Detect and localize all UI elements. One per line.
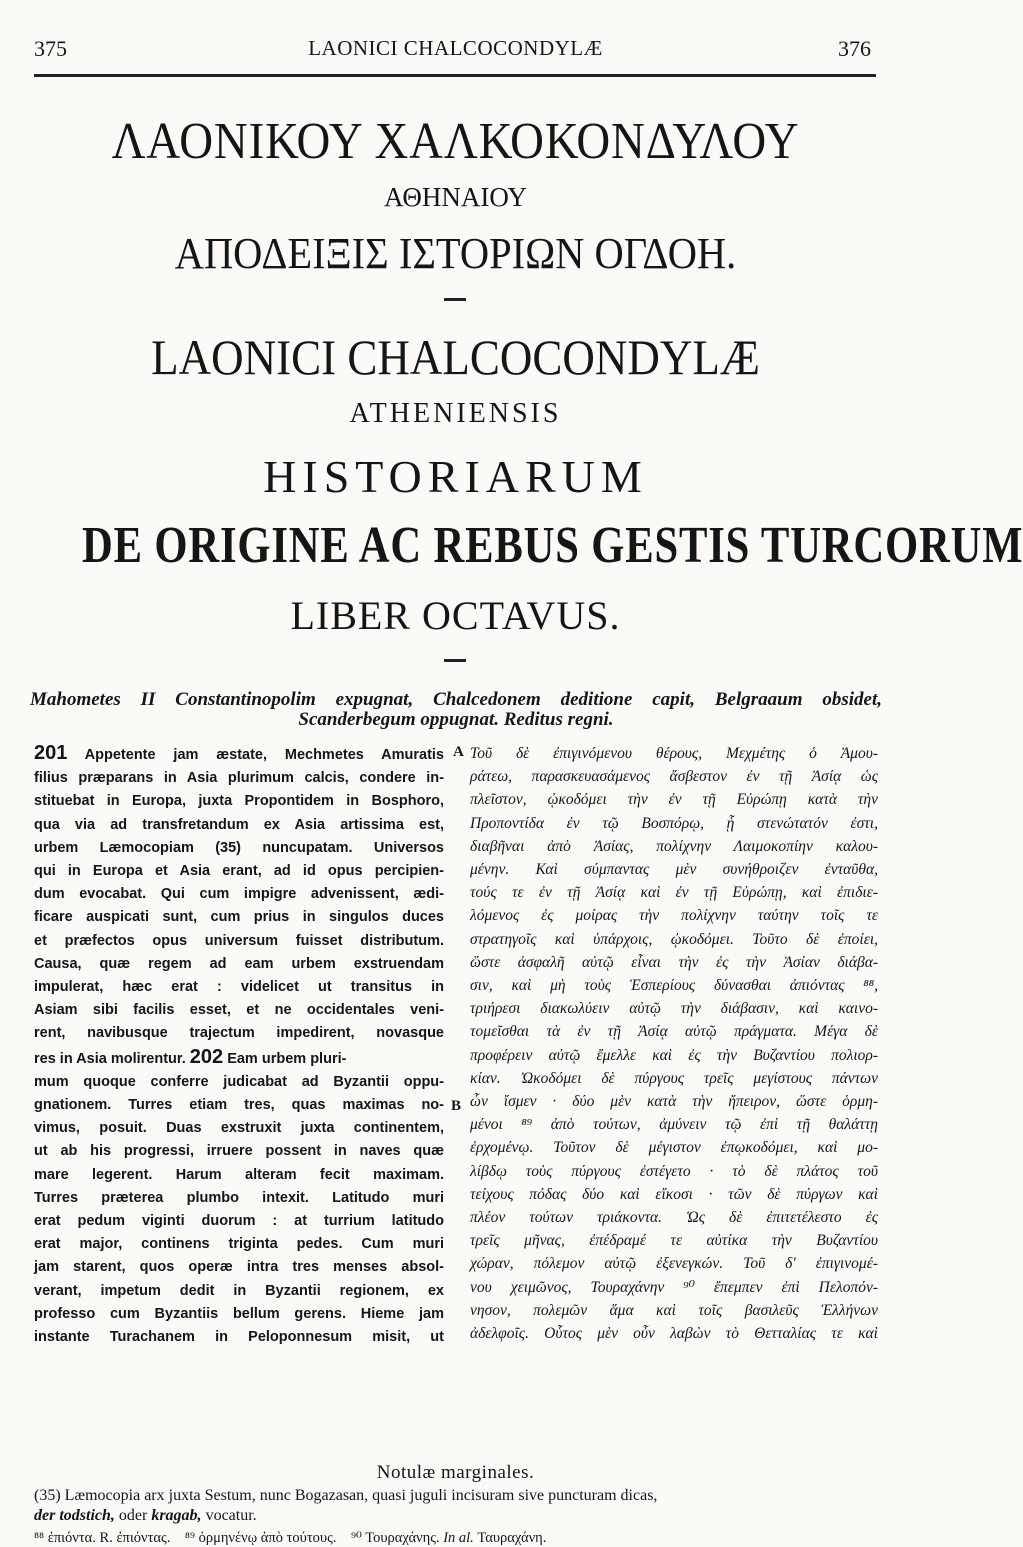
separator-dash xyxy=(444,298,466,301)
latin-subject-heading: DE ORIGINE AC REBUS GESTIS TURCORUM xyxy=(81,517,1023,574)
latin-line: filius præparans in Asia plurimum calcis, condere in- xyxy=(34,770,444,787)
greek-line: στρατηγοῖς καὶ ὑπάρχοις, ᾠκοδόμει. Τοῦτο δὲ ἐποίει, xyxy=(470,930,878,948)
latin-line: instante Turachanem in Peloponnesum misit, ut xyxy=(34,1329,444,1346)
greek-line: πλεῖστον, ᾠκοδόμει τὴν ἐν τῇ Εὐρώπῃ κατὰ τὴν xyxy=(470,791,878,809)
summary-line: Scanderbegum oppugnat. Reditus regni. xyxy=(298,709,614,730)
chapter-summary xyxy=(30,690,882,730)
greek-line: τρεῖς μῆνας, ἐπέδραμέ τε αὐτίκα τὴν Βυζαντίου xyxy=(470,1232,878,1250)
paragraph-number: 201 xyxy=(34,742,68,764)
latin-line: qui in Europa et Asia erant, ad id opus percipien- xyxy=(34,863,444,880)
greek-line: τείχους πόδας δύο καὶ εἴκοσι · τῶν δὲ πύργων καὶ xyxy=(470,1185,878,1203)
greek-author-heading: ΛΑΟΝΙΚΟΥ ΧΑΛΚΟΚΟΝΔΥΛΟΥ xyxy=(111,113,800,170)
latin-line: stituebat in Europa, juxta Propontidem in Bosphoro, xyxy=(34,793,444,810)
footnote-line xyxy=(34,1506,876,1526)
greek-line: λόμενος ἐς μοίρας τὴν πολίχνην ταύτην τοῖς τε xyxy=(470,907,878,925)
footnote xyxy=(34,1486,876,1526)
variant-readings xyxy=(34,1530,876,1547)
latin-line: ut ab his progressi, irruere possent in naves quæ xyxy=(34,1143,444,1160)
greek-line: τριήρεσι διακωλύειν αὐτῷ τὴν διάβασιν, καὶ καινο- xyxy=(470,1000,878,1018)
greek-line: ὧν ἴσμεν · δύο μὲν κατὰ τὴν ἤπειρον, ὥστε ὁρμη- xyxy=(470,1093,878,1111)
greek-line: λίβδῳ τοὺς πύργους ἐστέγετο · τὸ δὲ πλάτος τοῦ xyxy=(470,1162,878,1180)
greek-line: τούς τε ἐν τῇ Ἀσίᾳ καὶ ἐν τῇ Εὐρώπῃ, καὶ ἐπιδιε- xyxy=(470,884,878,902)
greek-line: κίαν. Ὠκοδόμει δὲ πύργους τρεῖς μεγίστους πάντων xyxy=(470,1069,878,1087)
variant-89: ⁸⁹ ὁρμηνένῳ ἀπὸ τούτους. xyxy=(184,1530,337,1546)
latin-line: verant, impetum dedit in Byzantii regionem, ex xyxy=(34,1282,444,1299)
latin-line: dum evocabat. Qui cum impigre advenissent, ædi- xyxy=(34,886,444,903)
greek-line: πλέον τούτων τριάκοντα. Ὡς δὲ ἐπιτετέλεστο ἐς xyxy=(470,1209,878,1227)
paragraph-number: 202 xyxy=(189,1045,224,1068)
latin-line: impulerat, hæc erat : videlicet ut transitus in xyxy=(34,979,444,996)
running-header xyxy=(0,30,911,70)
separator-dash xyxy=(444,659,466,662)
greek-line: μένην. Καὶ σύμπαντας μὲν συνήθροιζεν ἐνταῦθα, xyxy=(470,861,878,879)
greek-line: ἀδελφοῖς. Οὗτος μὲν οὖν λαβὼν τὸ Θετταλίας τε καὶ xyxy=(470,1325,878,1343)
latin-line: gnationem. Turres etiam tres, quas maximas no- xyxy=(34,1097,444,1114)
latin-line: Turres præterea plumbo intexit. Latitudo muri xyxy=(34,1189,444,1206)
greek-line: ὥστε ἀσφαλῆ αὐτῷ εἶναι τὴν ἐς τὴν Ἀσίαν διάβα- xyxy=(470,953,878,971)
notulae-heading: Notulæ marginales. xyxy=(376,1462,535,1483)
latin-line: mum quoque conferre judicabat ad Byzantii oppu- xyxy=(34,1073,444,1090)
variant-90-reading: Ταυραχάνη. xyxy=(477,1530,547,1546)
latin-line: erat major, continens triginta pedes. Cum muri xyxy=(34,1236,444,1253)
latin-line: erat pedum viginti duorum : at turrium latitudo xyxy=(34,1213,444,1230)
latin-line: professo cum Byzantiis bellum gerens. Hieme jam xyxy=(34,1305,444,1322)
greek-line: διαβῆναι ἀπὸ Ἀσίας, πολίχνην Λαιμοκοπίην καλου- xyxy=(470,837,878,855)
page-number-right: 376 xyxy=(838,36,871,61)
latin-line: vimus, posuit. Duas exstruxit juxta continentem, xyxy=(34,1120,444,1137)
footnote-word: oder xyxy=(118,1507,148,1524)
latin-text-column xyxy=(34,742,444,1349)
latin-line: et præfectos opus universum fuisset distributum. xyxy=(34,932,444,949)
greek-line: ράτεω, παρασκευασάμενος ἄσβεστον ἐν τῇ Ἀσίᾳ ὡς xyxy=(470,768,878,786)
greek-line: Προποντίδα ἐν τῷ Βοσπόρῳ, ᾗ στενώτατόν ἐστι, xyxy=(470,814,878,832)
greek-line: Τοῦ δὲ ἐπιγινόμενου θέρους, Μεχμέτης ὁ Ἀμου- xyxy=(470,745,878,762)
latin-line: mare legerent. Harum alteram fecit maximam. xyxy=(34,1166,444,1183)
greek-line: νησον, πολεμῶν ἅμα καὶ τοῖς βασιλεῦς Ἑλλήνων xyxy=(470,1301,878,1319)
latin-line: Causa, quæ regem ad eam urbem exstruendam xyxy=(34,955,444,972)
latin-historiarum-heading: HISTORIARUM xyxy=(263,451,648,502)
variant-90-note: In al. xyxy=(443,1530,474,1546)
footnote-german-word: kragab, xyxy=(151,1507,202,1524)
greek-text-column xyxy=(470,742,878,1345)
header-rule xyxy=(34,74,876,77)
latin-line: jam starent, quos operæ intra tres menses absol- xyxy=(34,1259,444,1276)
summary-line: Mahometes II Constantinopolim expugnat, Chalcedonem deditione capit, Belgraaum obsidet, xyxy=(30,689,882,710)
page-number-left: 375 xyxy=(34,36,67,61)
margin-marker-b: B xyxy=(451,1098,462,1114)
variant-90: ⁹⁰ Τουραχάνης. xyxy=(350,1530,440,1546)
latin-line: qua via ad transfretandum ex Asia artissima est, xyxy=(34,816,444,833)
footnote-line: (35) Læmocopia arx juxta Sestum, nunc Bogazasan, quasi juguli incisuram sive puncturam dicas, xyxy=(34,1487,658,1504)
latin-book-heading: LIBER OCTAVUS. xyxy=(290,593,621,638)
latin-athenian-heading: ATHENIENSIS xyxy=(349,398,562,429)
latin-line: 201 Appetente jam æstate, Mechmetes Amuratis xyxy=(34,742,444,764)
greek-line: μένοι ⁸⁹ ἀπὸ τούτων, ἀμύνειν τῷ ἐπὶ τῇ θαλάττῃ xyxy=(470,1116,878,1134)
latin-line: urbem Læmocopiam (35) nuncupatam. Universos xyxy=(34,839,444,856)
greek-line: σιν, καὶ μὴ τοὺς Ἑσπερίους δύνασθαι ἀπιόντας ⁸⁸, xyxy=(470,977,878,995)
footnote-german-phrase: der todstich, xyxy=(34,1507,115,1524)
latin-author-heading: LAONICI CHALCOCONDYLÆ xyxy=(151,329,760,385)
greek-athenian-heading: ΑΘΗΝΑΙΟΥ xyxy=(383,182,528,212)
greek-line: νου χειμῶνος, Τουραχάνην ⁹⁰ ἔπεμπεν ἐπὶ Πελοπόν- xyxy=(470,1278,878,1296)
running-title: LAONICI CHALCOCONDYLÆ xyxy=(308,36,603,60)
variant-88: ⁸⁸ ἐπιόντα. R. ἐπιόντας. xyxy=(34,1530,171,1546)
greek-book-title: ΑΠΟΔΕΙΞΙΣ ΙΣΤΟΡΙΩΝ ΟΓΔΟΗ. xyxy=(174,229,737,278)
greek-line: ἐρχομένῳ. Τοῦτον δὲ μέγιστον ἐπῳκοδόμει, καὶ μο- xyxy=(470,1139,878,1157)
footnote-word: vocatur. xyxy=(205,1507,257,1524)
latin-line: ficare auspicati sunt, cum prius in singulos duces xyxy=(34,909,444,926)
latin-line: res in Asia molirentur. 202 Eam urbem pluri- xyxy=(34,1045,347,1068)
greek-line: τομεῖσθαι τὰ ἐν τῇ Ἀσίᾳ αὐτῷ πράγματα. Μέγα δὲ xyxy=(470,1023,878,1041)
margin-marker-a: A xyxy=(453,744,464,760)
latin-line: rent, navibusque trajectum impedirent, novasque xyxy=(34,1025,444,1042)
greek-line: προφέρειν αὐτῷ ἔμελλε καὶ ἐς τὴν Βυζαντίου πολιορ- xyxy=(470,1046,878,1064)
latin-line: Asiam sibi facilis esset, et ne occidentales veni- xyxy=(34,1002,444,1019)
greek-line: χώραν, πόλεμον αὐτῷ ἐξενεγκών. Τοῦ δ' ἐπιγινομέ- xyxy=(470,1255,878,1273)
